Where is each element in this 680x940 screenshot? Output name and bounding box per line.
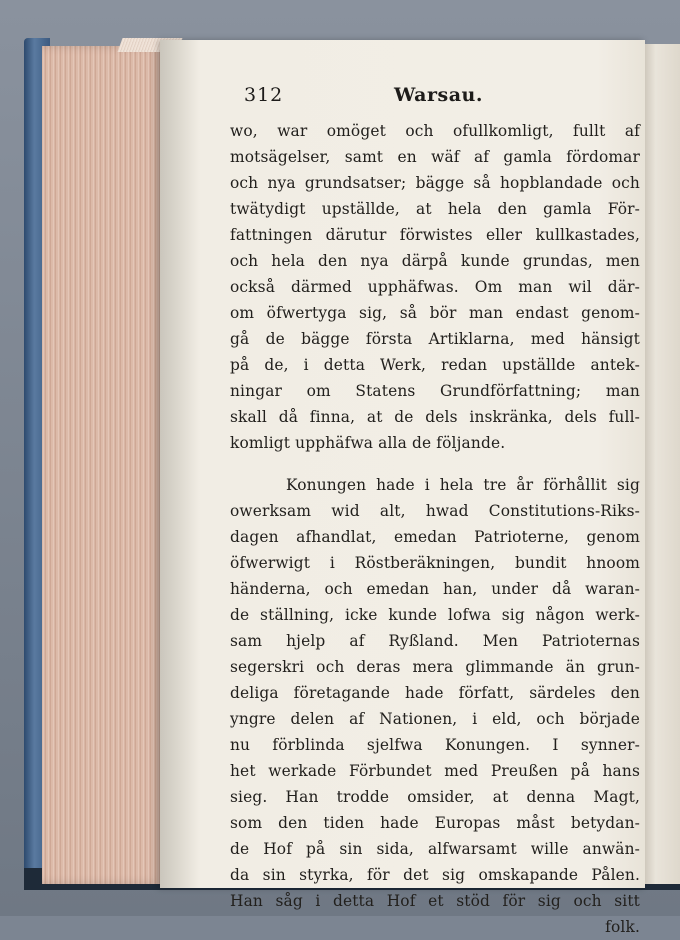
text-line: wo, war omöget och ofullkomligt, fullt af <box>230 122 640 140</box>
text-line: de ställning, icke kunde lofwa sig någon werk- <box>230 606 640 624</box>
text-line: gå de bägge första Artiklarna, med hänsigt <box>230 330 640 348</box>
text-line: om öfwertyga sig, så bör man endast genom- <box>230 304 640 322</box>
text-line: också därmed upphäfwas. Om man wil där- <box>230 278 640 296</box>
paragraph-gap <box>230 456 640 472</box>
text-line: Han såg i detta Hof et stöd för sig och sitt <box>230 892 640 910</box>
running-head <box>244 84 634 116</box>
text-line: dagen afhandlat, emedan Patrioterne, genom <box>230 528 640 546</box>
text-line: och nya grundsatser; bägge så hopblandade och <box>230 174 640 192</box>
page-number: 312 <box>244 84 284 106</box>
page-block-edges <box>42 46 162 884</box>
text-line: owerksam wid alt, hwad Constitutions-Riks- <box>230 502 640 520</box>
paragraph-1 <box>230 118 640 456</box>
text-line: ningar om Statens Grundförfattning; man <box>230 382 640 400</box>
text-line: händerna, och emedan han, under då waran- <box>230 580 640 598</box>
text-line: yngre delen af Nationen, i eld, och började <box>230 710 640 728</box>
text-line: het werkade Förbundet med Preußen på hans <box>230 762 640 780</box>
body-text <box>230 118 640 940</box>
paragraph-2 <box>230 472 640 914</box>
text-line: da sin styrka, för det sig omskapande Pålen. <box>230 866 640 884</box>
text-line: på de, i detta Werk, redan upställde antek- <box>230 356 640 374</box>
text-line: och hela den nya därpå kunde grundas, men <box>230 252 640 270</box>
text-line: som den tiden hade Europas måst betydan- <box>230 814 640 832</box>
text-line: segerskri och deras mera glimmande än grun- <box>230 658 640 676</box>
text-line: skall då finna, at de dels inskränka, dels full- <box>230 408 640 426</box>
text-line: fattningen därutur förwistes eller kullkastades, <box>230 226 640 244</box>
running-title: Warsau. <box>394 84 483 106</box>
facing-page-edge <box>645 44 680 884</box>
text-line: motsägelser, samt en wäf af gamla fördomar <box>230 148 640 166</box>
text-line: deliga företagande hade författ, särdeles den <box>230 684 640 702</box>
text-line: komligt upphäfwa alla de följande. <box>230 434 506 452</box>
text-line: sam hjelp af Ryßland. Men Patrioternas <box>230 632 640 650</box>
text-line: twätydigt upställde, at hela den gamla För- <box>230 200 640 218</box>
text-line: nu förblinda sjelfwa Konungen. I synner- <box>230 736 640 754</box>
text-line: Konungen hade i hela tre år förhållit sig <box>286 476 640 494</box>
text-line: de Hof på sin sida, alfwarsamt wille anwän- <box>230 840 640 858</box>
gutter-shadow <box>160 40 200 888</box>
catchword: folk. <box>605 918 640 936</box>
text-line: öfwerwigt i Röstberäkningen, bundit hnoom <box>230 554 640 572</box>
text-line: sieg. Han trodde omsider, at denna Magt, <box>230 788 640 806</box>
